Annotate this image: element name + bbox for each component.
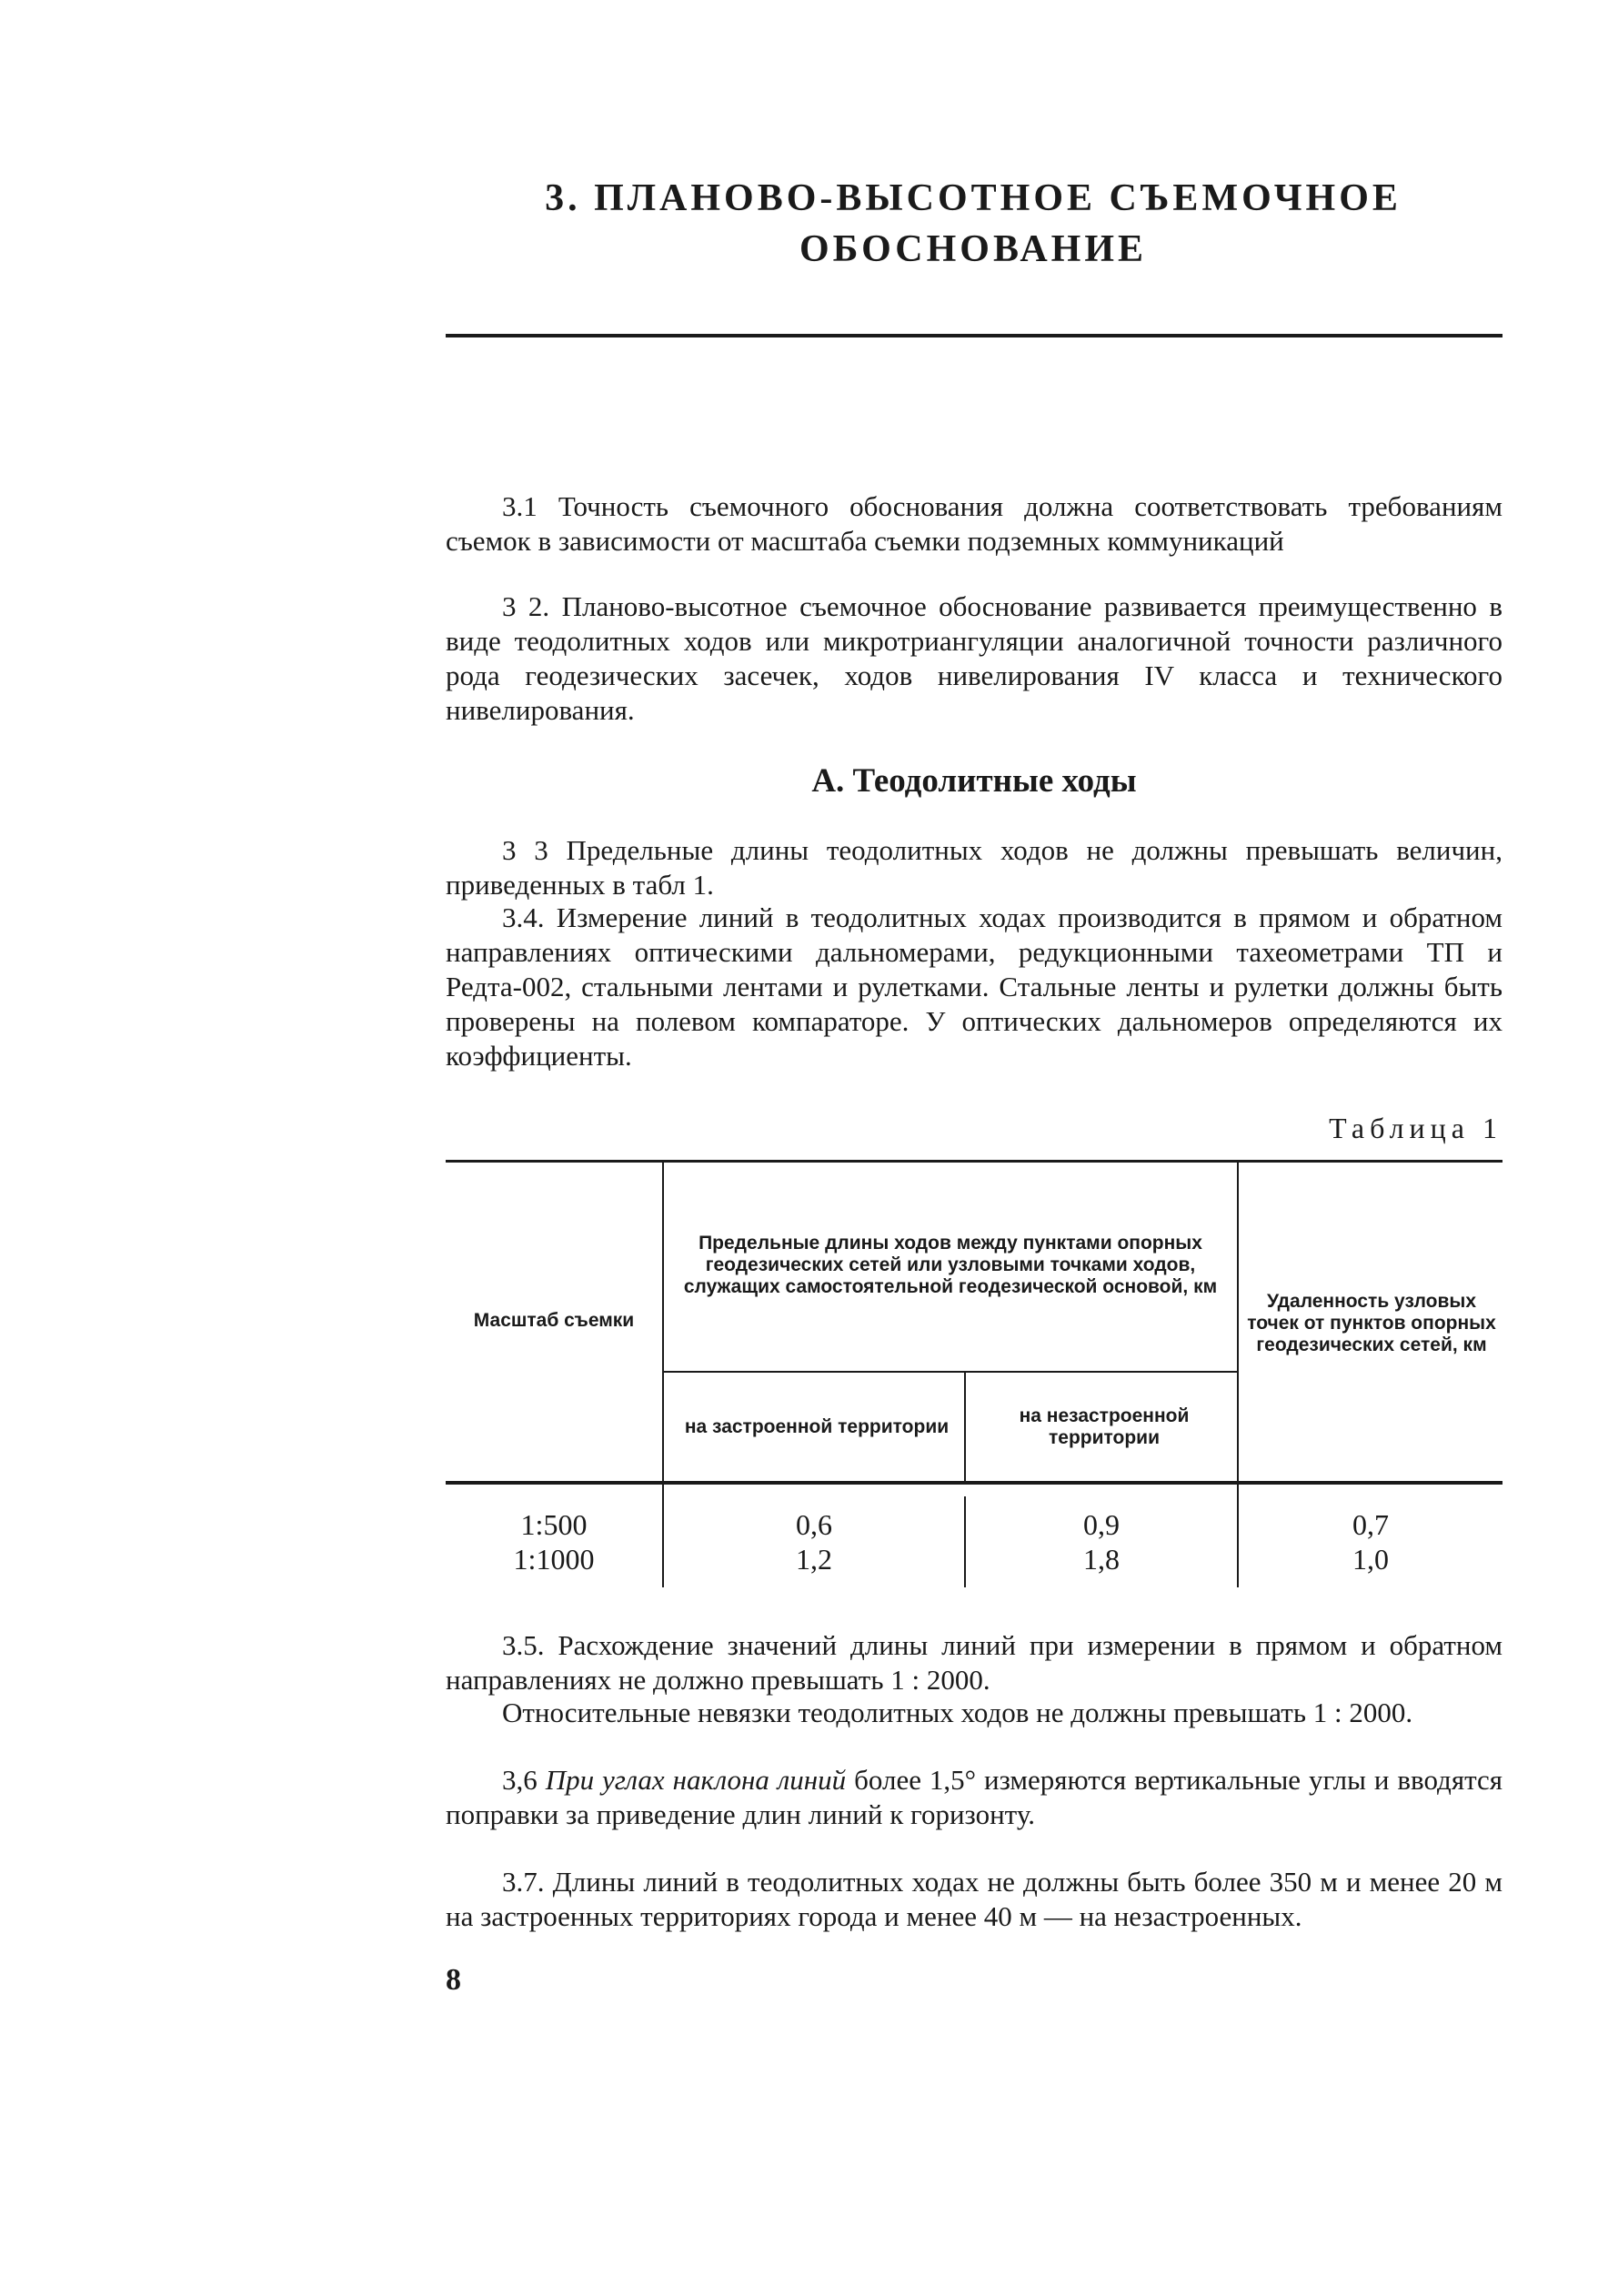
column-distance-values bbox=[1239, 1507, 1502, 1576]
title-divider bbox=[446, 334, 1502, 337]
header-scale: Масштаб съемки bbox=[473, 1309, 635, 1331]
header-unbuilt-territory: на незастроенной территории bbox=[1019, 1405, 1190, 1448]
paragraph-3-6-italic: При углах наклона линий bbox=[545, 1764, 847, 1796]
table-cell: 0,9 bbox=[1083, 1508, 1120, 1541]
table-caption: Таблица 1 bbox=[1329, 1112, 1502, 1144]
column-scale-values bbox=[446, 1507, 662, 1576]
chapter-title bbox=[446, 173, 1501, 275]
page-number: 8 bbox=[446, 1963, 461, 1997]
paragraph-3-6-text: более 1,5° измеряются вертикальные углы и вводятся поправки за приведение длин линий к горизонту. bbox=[446, 1764, 1503, 1830]
paragraph-3-4: 3.4. Измерение линий в теодолитных ходах производится в прямом и обратном направлениях оптическими дальномерами, редукционными тахеометрами ТП и Редта-002, стальными лентами и рулетками. Стальные ленты и рулетки должны быть проверены на полевом компараторе. У оптических дальномеров определяются их коэффициенты. bbox=[446, 901, 1502, 1072]
column-built-values bbox=[664, 1507, 964, 1576]
chapter-title-line-1: 3. ПЛАНОВО-ВЫСОТНОЕ СЪЕМОЧНОЕ bbox=[545, 177, 1402, 219]
section-heading-theodolite-traverses: А. Теодолитные ходы bbox=[811, 762, 1137, 800]
table-cell: 1,2 bbox=[796, 1543, 832, 1576]
paragraph-3-2: 3 2. Планово-высотное съемочное обоснование развивается преимущественно в виде теодолитных ходов или микротриангуляции аналогичной точности различного рода геодезических засечек, ходов нивелирования IV класса и технического нивелирования. bbox=[446, 590, 1502, 726]
header-distance-to-control-points: Удаленность узловых точек от пунктов опорных геодезических сетей, км bbox=[1247, 1291, 1496, 1355]
table-cell: 1:500 bbox=[520, 1508, 588, 1541]
paragraph-3-5: 3.5. Расхождение значений длины линий при измерении в прямом и обратном направлениях не должно превышать 1 : 2000. bbox=[446, 1629, 1502, 1696]
table-cell: 1,8 bbox=[1083, 1543, 1120, 1576]
paragraph-3-3: 3 3 Предельные длины теодолитных ходов не должны превышать величин, приведенных в табл 1. bbox=[446, 834, 1502, 901]
paragraph-3-6-number: 3,6 bbox=[502, 1764, 538, 1796]
table-cell: 1:1000 bbox=[513, 1543, 595, 1576]
header-built-territory: на застроенной территории bbox=[684, 1415, 950, 1437]
table-cell: 0,6 bbox=[796, 1508, 832, 1541]
column-unbuilt-values bbox=[966, 1507, 1237, 1576]
table-cell: 1,0 bbox=[1352, 1543, 1389, 1576]
header-limit-lengths: Предельные длины ходов между пунктами опорных геодезических сетей или узловыми точками ходов, служащих самостоятельной геодезической основой, км bbox=[683, 1233, 1218, 1297]
table-header-bottom-rule bbox=[446, 1481, 1502, 1485]
paragraph-3-7: 3.7. Длины линий в теодолитных ходах не должны быть более 350 м и менее 20 м на застроенных территориях города и менее 40 м — на незастроенных. bbox=[446, 1866, 1502, 1932]
paragraph-3-6 bbox=[446, 1763, 1502, 1832]
table-1 bbox=[446, 1160, 1502, 1587]
table-cell: 0,7 bbox=[1352, 1508, 1389, 1541]
chapter-title-line-2: ОБОСНОВАНИЕ bbox=[799, 228, 1148, 270]
paragraph-3-1: 3.1 Точность съемочного обоснования должна соответствовать требованиям съемок в зависимости от масштаба съемки подземных коммуникаций bbox=[446, 490, 1502, 557]
table-column-divider-2-header bbox=[964, 1371, 966, 1482]
paragraph-3-5-continued: Относительные невязки теодолитных ходов не должны превышать 1 : 2000. bbox=[502, 1697, 1413, 1728]
